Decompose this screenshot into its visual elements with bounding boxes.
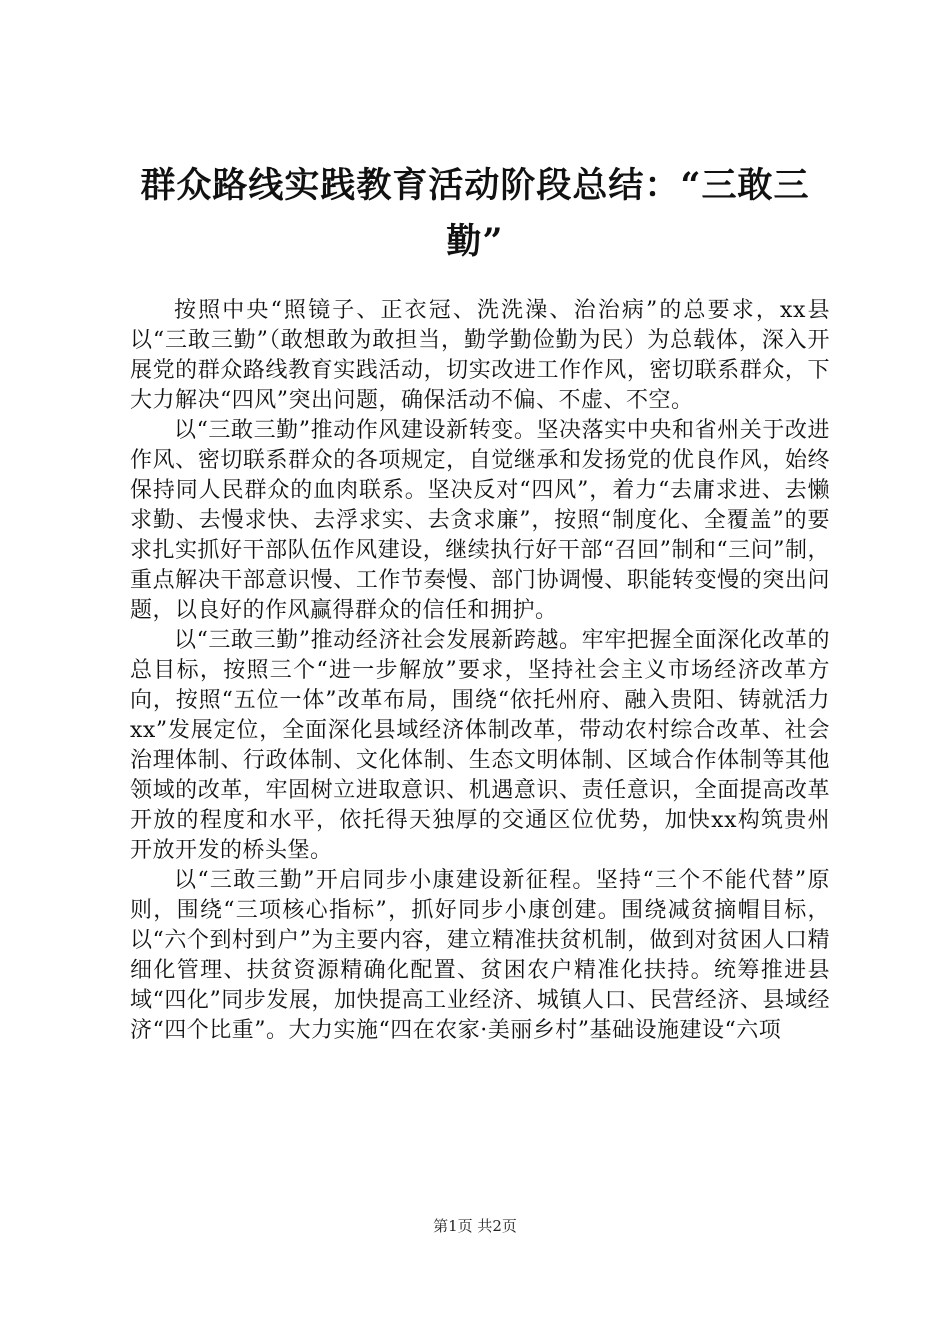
page-number-footer: 第1页 共2页 (433, 1217, 517, 1235)
paragraph-work-style: 以“三敢三勤”推动作风建设新转变。坚决落实中央和省州关于改进作风、密切联系群众的各项规定，自觉继承和发扬党的优良作风，始终保持同人民群众的血肉联系。坚决反对“四风”，着力“去庸求进、去懒求勤、去慢求快、去浮求实、去贪求廉”，按照“制度化、全覆盖”的要求扎实抓好干部队伍作风建设，继续执行好干部“召回”制和“三问”制，重点解决干部意识慢、工作节奏慢、部门协调慢、职能转变慢的突出问题，以良好的作风赢得群众的信任和拥护。 (130, 418, 830, 623)
document-title: 群众路线实践教育活动阶段总结：“三敢三勤” (140, 165, 810, 262)
paragraph-xiaokang-construction: 以“三敢三勤”开启同步小康建设新征程。坚持“三个不能代替”原则，围绕“三项核心指标”，抓好同步小康创建。围绕减贫摘帽目标，以“六个到村到户”为主要内容，建立精准扶贫机制，做到对贫困人口精细化管理、扶贫资源精确化配置、贫困农户精准化扶持。统筹推进县域“四化”同步发展，加快提高工业经济、城镇人口、民营经济、县域经济“四个比重”。大力实施“四在农家·美丽乡村”基础设施建设“六项 (130, 868, 830, 1043)
paragraph-intro: 按照中央“照镜子、正衣冠、洗洗澡、治治病”的总要求，xx县以“三敢三勤”（敢想敢为敢担当，勤学勤俭勤为民）为总载体，深入开展党的群众路线教育实践活动，切实改进工作作风，密切联系群众，下大力解决“四风”突出问题，确保活动不偏、不虚、不空。 (130, 298, 830, 413)
document-body (130, 296, 830, 1046)
paragraph-economic-development: 以“三敢三勤”推动经济社会发展新跨越。牢牢把握全面深化改革的总目标，按照三个“进一步解放”要求，坚持社会主义市场经济改革方向，按照“五位一体”改革布局，围绕“依托州府、融入贵阳、铸就活力xx”发展定位，全面深化县域经济体制改革，带动农村综合改革、社会治理体制、行政体制、文化体制、生态文明体制、区域合作体制等其他领域的改革，牢固树立进取意识、机遇意识、责任意识，全面提高改革开放的程度和水平，依托得天独厚的交通区位优势，加快xx构筑贵州开放开发的桥头堡。 (130, 628, 830, 863)
